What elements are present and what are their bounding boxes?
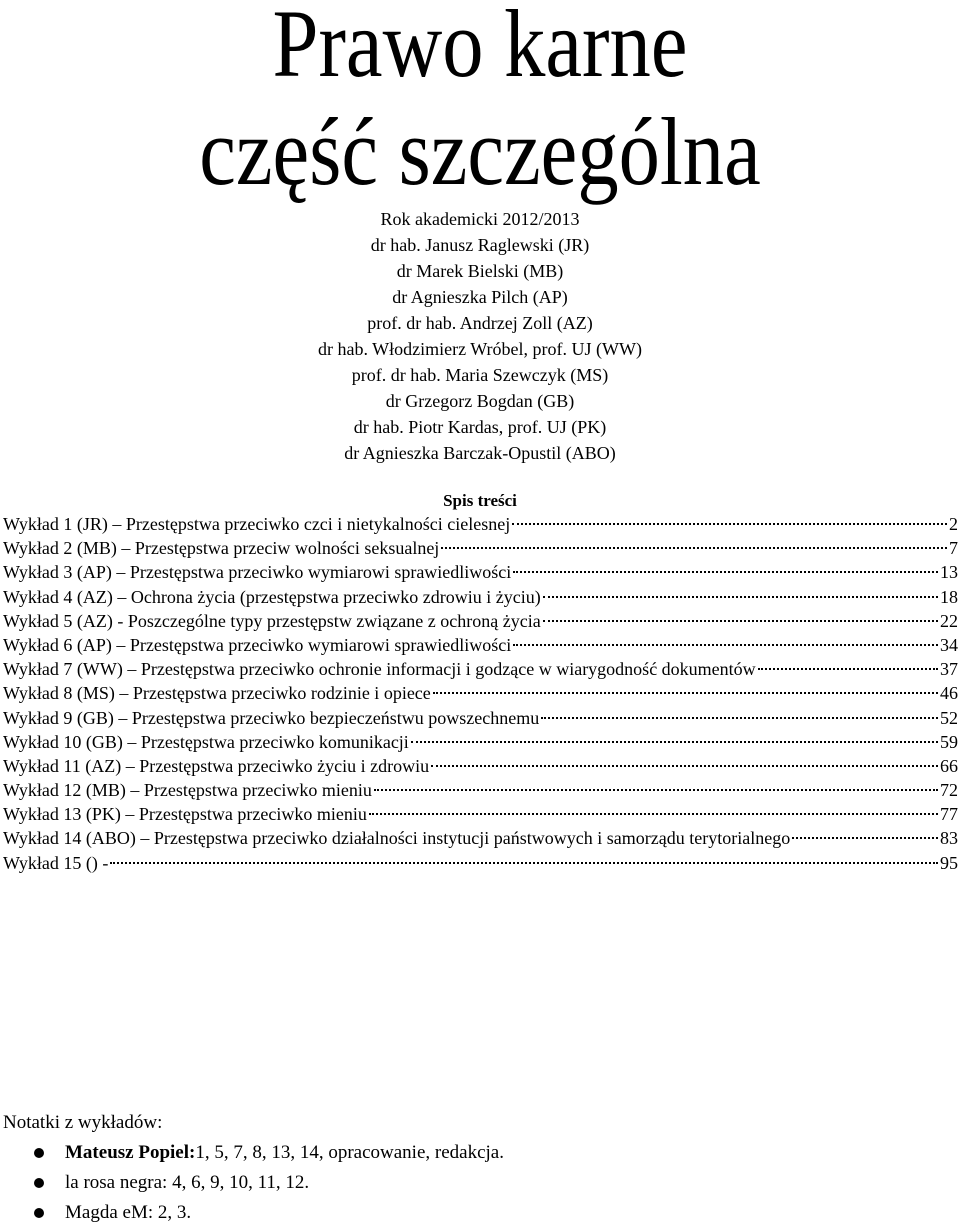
toc-entry[interactable] (3, 609, 958, 633)
toc-entry-page: 66 (940, 755, 958, 776)
toc-entry-text: Wykład 10 (GB) – Przestępstwa przeciwko komunikacji (3, 731, 409, 752)
toc-dot-leader (792, 837, 938, 839)
toc-dot-leader (441, 547, 947, 549)
lecturer: dr hab. Włodzimierz Wróbel, prof. UJ (WW) (318, 339, 642, 359)
bullet-icon (34, 1208, 44, 1218)
toc-dot-leader (433, 692, 938, 694)
toc-entry-page: 95 (940, 852, 958, 873)
toc-entry-text: Wykład 5 (AZ) - Poszczególne typy przestępstw związane z ochroną życia (3, 610, 541, 631)
toc-entry[interactable] (3, 802, 958, 826)
note-detail: 1, 5, 7, 8, 13, 14, opracowanie, redakcja. (195, 1142, 504, 1163)
toc-entry-page: 22 (940, 610, 958, 631)
toc-entry-text: Wykład 13 (PK) – Przestępstwa przeciwko mieniu (3, 804, 367, 825)
toc-entry-text: Wykład 11 (AZ) – Przestępstwa przeciwko życiu i zdrowiu (3, 755, 430, 776)
toc-dot-leader (411, 741, 938, 743)
toc-entry-page: 72 (940, 780, 958, 801)
toc-entry-text: Wykład 2 (MB) – Przestępstwa przeciw wolności seksualnej (3, 538, 440, 559)
bullet-icon (34, 1148, 44, 1158)
toc-entry-page: 83 (940, 828, 958, 849)
list-item (0, 1198, 504, 1228)
toc-entry-page: 13 (940, 562, 958, 583)
toc-entry[interactable] (3, 730, 958, 754)
title-line-2: część szczególna (199, 98, 761, 205)
toc-entry-text: Wykład 8 (MS) – Przestępstwa przeciwko rodzinie i opiece (3, 683, 431, 704)
toc-entry-text: Wykład 6 (AP) – Przestępstwa przeciwko wymiarowi sprawiedliwości (3, 634, 512, 655)
toc-entry-text: Wykład 3 (AP) – Przestępstwa przeciwko wymiarowi sprawiedliwości (3, 562, 512, 583)
notes-heading: Notatki z wykładów: (3, 1112, 163, 1133)
lecturer: dr Marek Bielski (MB) (396, 261, 564, 281)
toc-entry-page: 7 (949, 538, 958, 559)
note-detail: Magda eM: 2, 3. (65, 1202, 192, 1223)
lecturer-list (0, 206, 960, 466)
bullet-icon (34, 1178, 44, 1188)
toc-dot-leader (541, 717, 938, 719)
title-line-1: Prawo karne (272, 0, 688, 97)
toc-entry-page: 34 (940, 634, 958, 655)
toc-entry-page: 46 (940, 683, 958, 704)
toc-entry-page: 2 (949, 514, 958, 534)
note-detail: la rosa negra: 4, 6, 9, 10, 11, 12. (65, 1172, 310, 1193)
toc-entry[interactable] (3, 536, 958, 560)
toc-dot-leader (543, 596, 938, 598)
toc-entry[interactable] (3, 512, 958, 536)
toc-entry[interactable] (3, 657, 958, 681)
toc-entry-text: Wykład 15 () - (3, 852, 109, 873)
toc-dot-leader (512, 523, 947, 525)
toc-heading: Spis treści (443, 491, 517, 510)
lecturer: dr Agnieszka Pilch (AP) (392, 287, 568, 307)
toc-dot-leader (543, 620, 938, 622)
toc-entry[interactable] (3, 778, 958, 802)
toc-entry-text: Wykład 14 (ABO) – Przestępstwa przeciwko działalności instytucji państwowych i samorządu terytorialnego (3, 828, 791, 849)
notes-list (0, 1138, 504, 1228)
toc-entry-text: Wykład 9 (GB) – Przestępstwa przeciwko bezpieczeństwu powszechnemu (3, 707, 540, 728)
toc-dot-leader (758, 668, 938, 670)
toc-entry[interactable] (3, 706, 958, 730)
toc-entry[interactable] (3, 826, 958, 850)
toc-entry[interactable] (3, 681, 958, 705)
toc-entry-text: Wykład 12 (MB) – Przestępstwa przeciwko mieniu (3, 780, 372, 801)
toc-entry-text: Wykład 7 (WW) – Przestępstwa przeciwko ochronie informacji i godzące w wiarygodność dokumentów (3, 659, 756, 680)
toc-entry-page: 77 (940, 804, 958, 825)
toc-entry-page: 18 (940, 586, 958, 607)
list-item (0, 1168, 504, 1198)
note-author: Mateusz Popiel: (65, 1142, 196, 1163)
lecturer: dr hab. Janusz Raglewski (JR) (370, 235, 590, 255)
toc-dot-leader (369, 813, 938, 815)
toc-entry[interactable] (3, 754, 958, 778)
toc-entry[interactable] (3, 633, 958, 657)
lecturer: prof. dr hab. Maria Szewczyk (MS) (351, 365, 609, 385)
table-of-contents (3, 512, 958, 875)
toc-dot-leader (431, 765, 938, 767)
lecturer: dr Agnieszka Barczak-Opustil (ABO) (344, 443, 616, 463)
list-item (0, 1138, 504, 1168)
toc-entry-page: 52 (940, 707, 958, 728)
lecturer: prof. dr hab. Andrzej Zoll (AZ) (367, 313, 593, 333)
lecturer: dr hab. Piotr Kardas, prof. UJ (PK) (353, 417, 607, 437)
toc-entry[interactable] (3, 851, 958, 875)
toc-entry-page: 37 (940, 659, 958, 680)
academic-year: Rok akademicki 2012/2013 (380, 209, 580, 229)
toc-dot-leader (513, 571, 938, 573)
lecturer: dr Grzegorz Bogdan (GB) (385, 391, 575, 411)
toc-entry-text: Wykład 1 (JR) – Przestępstwa przeciwko czci i nietykalności cielesnej (3, 514, 511, 534)
toc-dot-leader (513, 644, 938, 646)
toc-entry-page: 59 (940, 731, 958, 752)
toc-entry[interactable] (3, 585, 958, 609)
toc-entry-text: Wykład 4 (AZ) – Ochrona życia (przestępstwa przeciwko zdrowiu i życiu) (3, 586, 541, 607)
toc-entry[interactable] (3, 560, 958, 584)
toc-dot-leader (374, 789, 938, 791)
toc-dot-leader (110, 862, 938, 864)
